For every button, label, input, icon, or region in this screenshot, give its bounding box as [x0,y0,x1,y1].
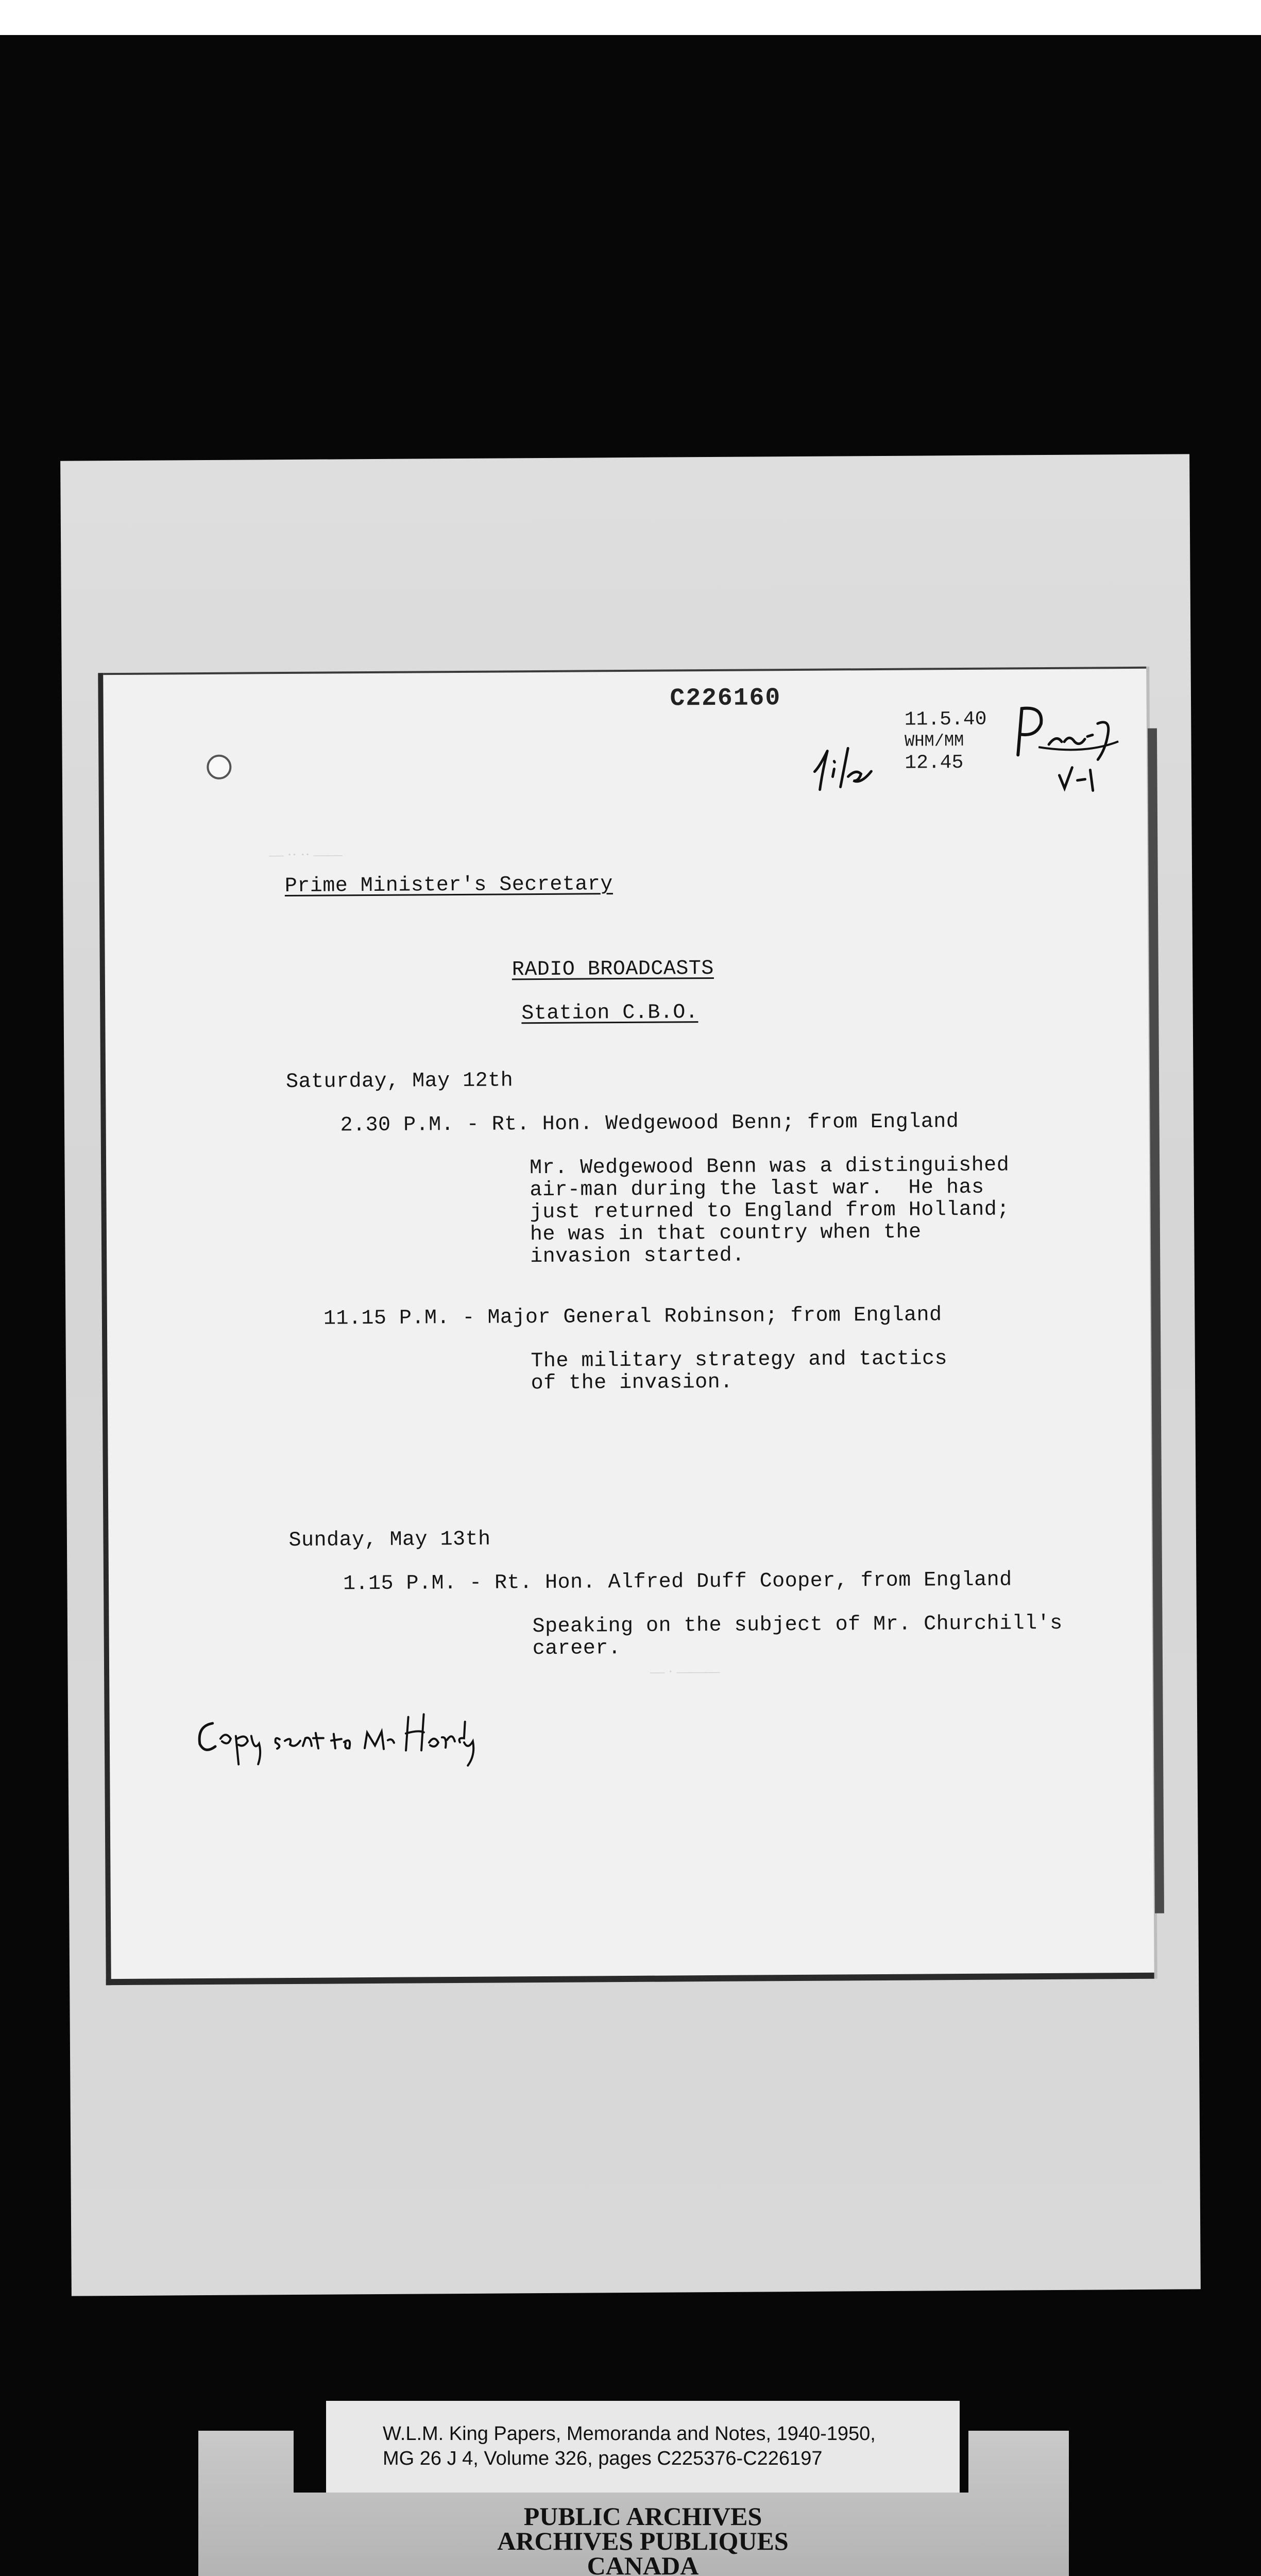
handwriting-file-svg [804,740,882,798]
day-heading-saturday: Saturday, May 12th [285,1069,514,1094]
reference-date: 11.5.40 [904,708,987,731]
reference-initials: WHM/MM [904,731,964,751]
archive-reference-label [326,2401,960,2493]
document-stamp-number: C226160 [670,684,781,713]
entry-note-line: just returned to England from Holland; [530,1198,1010,1225]
addressee: Prime Minister's Secretary [284,873,614,899]
punch-hole [207,755,231,779]
top-white-strip [0,0,1261,35]
archives-line-country: CANADA [587,2551,699,2576]
handwriting-footer-svg [192,1701,481,1770]
entry-note-line: of the invasion. [531,1370,733,1396]
public-archives-stamp [326,2504,960,2576]
archives-line-en: PUBLIC ARCHIVES [523,2502,762,2531]
handwritten-corner-note [1008,698,1132,801]
schedule-entry: 2.30 P.M. - Rt. Hon. Wedgewood Benn; from England [340,1110,959,1138]
entry-note-line: invasion started. [530,1244,745,1269]
entry-note-line: Speaking on the subject of Mr. Churchill's [532,1612,1063,1639]
memo-subtitle: Station C.B.O. [521,1001,698,1026]
archives-line-fr: ARCHIVES PUBLIQUES [497,2527,789,2555]
schedule-entry: 11.15 P.M. - Major General Robinson; from England [323,1303,942,1331]
archive-reference-line: W.L.M. King Papers, Memoranda and Notes, 1940-1950, [383,2423,876,2445]
schedule-entry: 1.15 P.M. - Rt. Hon. Alfred Duff Cooper, from England [343,1568,1012,1596]
entry-note-line: The military strategy and tactics [531,1347,948,1374]
entry-note-line: career. [532,1637,621,1661]
archive-reference-line: MG 26 J 4, Volume 326, pages C225376-C226197 [383,2448,823,2469]
entry-note-line: Mr. Wedgewood Benn was a distinguished [529,1154,1010,1180]
memo-title: RADIO BROADCASTS [512,957,714,982]
faint-pencil-mark: — ·· ·· —— [269,846,343,863]
handwriting-corner-svg [1008,698,1132,801]
handwritten-file-note [804,740,882,798]
entry-note-line: air-man during the last war. He has [530,1176,984,1202]
reference-block [905,709,987,774]
faint-pencil-mark: — · ——— [650,1663,720,1680]
day-heading-sunday: Sunday, May 13th [288,1528,491,1553]
reference-time: 12.45 [905,751,964,774]
entry-note-line: he was in that country when the [530,1221,922,1247]
memo-page [98,667,1154,1985]
handwritten-footer-note [192,1701,481,1770]
